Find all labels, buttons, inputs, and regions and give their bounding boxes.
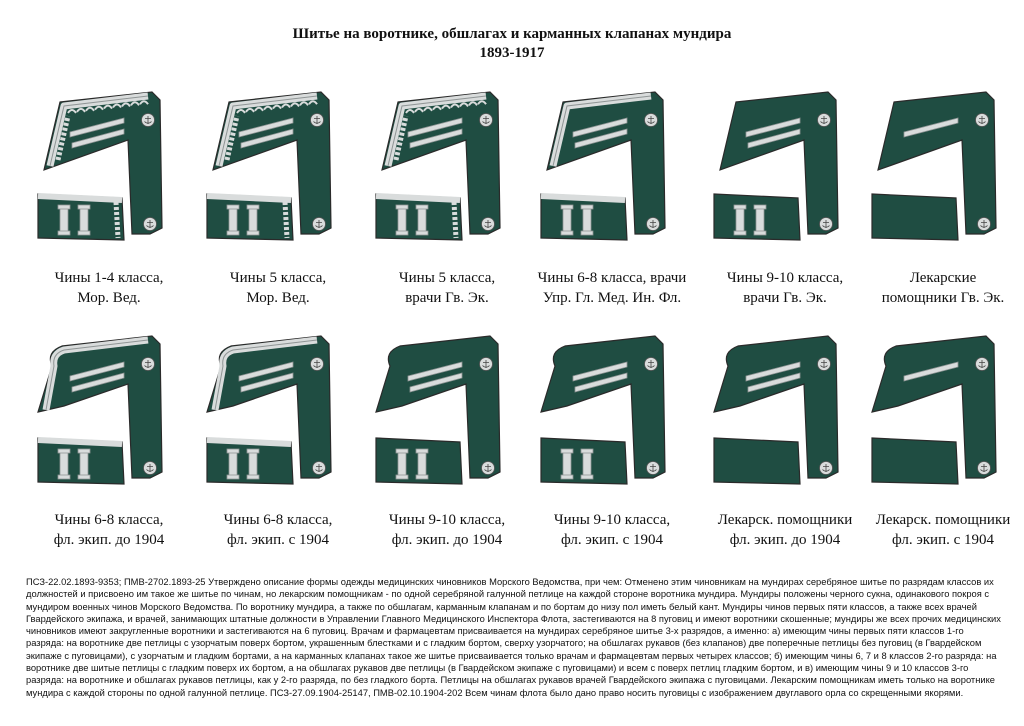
collar-cuff-drawing [362,332,512,504]
loop-cap [581,475,593,479]
loop-cap [78,475,90,479]
buttonhole-loop [78,205,90,235]
loop-cap [416,475,428,479]
anchor-button-icon [480,358,493,371]
anchor-button-icon [144,462,157,475]
anchor-button-icon [313,218,326,231]
buttonhole-loop [247,205,259,235]
anchor-button-icon [647,462,660,475]
caption: Чины 6-8 класса, фл. экип. с 1904 [223,512,333,548]
loop-cap [247,449,259,453]
caption: Чины 6-8 класса, фл. экип. до 1904 [53,512,165,548]
collar-cuff-drawing [700,88,850,260]
page-subtitle-years: 1893-1917 [479,45,545,61]
loop-cap [78,205,90,209]
buttonhole-loop [396,449,408,479]
caption: Чины 9-10 класса, фл. экип. до 1904 [388,512,506,548]
loop-cap [396,475,408,479]
anchor-button-icon [818,358,831,371]
caption: Лекарск. помощники фл. экип. до 1904 [717,512,853,548]
loop-cap [581,205,593,209]
loop-cap [754,231,766,235]
anchor-button-icon [144,218,157,231]
caption: Лекарск. помощники фл. экип. с 1904 [875,512,1011,548]
caption: Чины 5 класса, Мор. Вед. [229,270,327,306]
cuff-border [541,196,625,200]
anchor-button-icon [820,462,833,475]
anchor-button-icon [311,358,324,371]
anchor-button-icon [142,358,155,371]
loop-cap [78,231,90,235]
buttonhole-loop [581,205,593,235]
loop-body [60,208,68,232]
loop-body [563,452,571,476]
loop-cap [561,475,573,479]
caption: Чины 5 класса, врачи Гв. Эк. [398,270,496,306]
anchor-button-icon [480,114,493,127]
loop-cap [58,449,70,453]
loop-cap [561,231,573,235]
loop-body [418,208,426,232]
buttonhole-loop [416,205,428,235]
cuff-border [207,196,291,200]
collar-cuff-drawing [858,332,1008,504]
loop-cap [734,205,746,209]
caption: Чины 9-10 класса, фл. экип. с 1904 [553,512,671,548]
anchor-button-icon [645,114,658,127]
buttonhole-loop [227,205,239,235]
caption: Чины 1-4 класса, Мор. Вед. [54,270,164,306]
anchor-button-icon [313,462,326,475]
loop-body [583,452,591,476]
anchor-button-icon [818,114,831,127]
collar-cuff-drawing [24,88,174,260]
collar-cuff-drawing [858,88,1008,260]
anchor-button-icon [978,462,991,475]
buttonhole-loop [754,205,766,235]
caption: Чины 6-8 класса, врачи Упр. Гл. Мед. Ин. Фл. [537,270,687,306]
cuff-border [207,440,291,444]
buttonhole-loop [561,449,573,479]
collar-cuff-drawing [362,88,512,260]
loop-body [418,452,426,476]
cuff-border [38,440,122,444]
loop-cap [396,231,408,235]
loop-cap [416,449,428,453]
loop-body [229,452,237,476]
cuff-cloth [714,438,800,484]
collar-cuff-drawing [24,332,174,504]
loop-cap [227,205,239,209]
cuff-cloth [872,438,958,484]
loop-body [563,208,571,232]
buttonhole-loop [561,205,573,235]
page-title: Шитье на воротнике, обшлагах и карманных клапанах мундира [292,26,732,42]
anchor-button-icon [976,358,989,371]
loop-cap [58,475,70,479]
loop-body [80,208,88,232]
loop-cap [754,205,766,209]
buttonhole-loop [78,449,90,479]
anchor-button-icon [976,114,989,127]
anchor-button-icon [820,218,833,231]
footnote-text: ПСЗ-22.02.1893-9353; ПМВ-2702.1893-25 Утверждено описание формы одежды медицинских чиновников Морского Ведомства, при чем: Отменено этим чиновникам на мундирах серебряное шитье по разрядам классов их должностей и присвоено им такое же шитье по чинам, но лекарским помощникам - по одной серебряной галунной петлице на каждой стороне воротника мундира. Мундиры положены черного сукна, одинакового покроя с мундиром военных чинов Морского Ведомства. По воротнику мундира, а также по обшлагам, карманным клапанам и по бортам до низу пол иметь белый кант. Мундиры чинов первых пяти классов, а также всех врачей Гвардейского экипажа, и врачей, занимающих штатные должности в Управлении Главного Медицинского Инспектора Флота, застегиваются на 8 пуговиц и имеют воротники скошенные; мундиры же всех прочих медицинских чиновников имеют закругленные воротники и застегиваются на 6 пуговиц. Врачам и фармацевтам присваивается на мундирах серебряное шитье 3-х разрядов, а именно: а) имеющим чины первых пяти классов 1-го разряда: на воротнике две петлицы с узорчатым поверх бортом, украшенным блестками и с гладким бортом, сверху узорчатого; на обшлагах рукавов (без клапанов) две поперечные петлицы без пуговиц (в Гвардейском экипаже с пуговицами), с узорчатым и гладким бортами, а на карманных клапанах такое же шитье присваивается только врачам и фармацевтам первых четырех классов; б) имеющим чины 6, 7 и 8 классов 2-го разряда: на воротнике две шитые петлицы с гладким поверх их бортом, а на обшлагах рукавов две петлицы (в Гвардейском экипаже с пуговицами) и всем с поверх петлиц гладким бортом, и в) имеющим чины 9 и 10 классов 3-го разряда: на воротнике и обшлагах рукавов петлицы, как у 2-го разряда, по без гладкого борта. Петлицы на обшлагах рукавов врачей Гвардейского экипажа с пуговицами. Лекарским помощникам иметь только на воротнике мундира с каждой стороны по одной галунной петлице. ПСЗ-27.09.1904-25147, ПМВ-02.10.1904-202 Всем чинам флота было дано право носить пуговицы с изображением двуглавого орла со скрещенными якорями. [26,577,1001,698]
loop-cap [416,231,428,235]
buttonhole-loop [247,449,259,479]
buttonhole-loop [581,449,593,479]
loop-cap [78,449,90,453]
loop-body [60,452,68,476]
loop-cap [396,205,408,209]
loop-cap [581,231,593,235]
anchor-button-icon [978,218,991,231]
loop-body [583,208,591,232]
loop-cap [247,475,259,479]
collar-cuff-drawing [193,332,343,504]
anchor-button-icon [142,114,155,127]
loop-body [80,452,88,476]
anchor-button-icon [311,114,324,127]
anchor-button-icon [482,218,495,231]
loop-cap [396,449,408,453]
loop-cap [58,205,70,209]
loop-cap [734,231,746,235]
caption: Лекарские помощники Гв. Эк. [881,270,1005,306]
buttonhole-loop [58,205,70,235]
loop-body [756,208,764,232]
loop-cap [247,231,259,235]
buttonhole-loop [58,449,70,479]
loop-cap [561,205,573,209]
loop-cap [227,231,239,235]
loop-cap [247,205,259,209]
loop-body [229,208,237,232]
anchor-button-icon [647,218,660,231]
caption: Чины 9-10 класса, врачи Гв. Эк. [726,270,844,306]
loop-cap [227,449,239,453]
cuff-cloth [872,194,958,240]
loop-body [398,452,406,476]
loop-body [736,208,744,232]
anchor-button-icon [645,358,658,371]
anchor-button-icon [482,462,495,475]
cuff-border [38,196,122,200]
buttonhole-loop [227,449,239,479]
loop-cap [58,231,70,235]
loop-cap [581,449,593,453]
loop-body [249,452,257,476]
buttonhole-loop [416,449,428,479]
buttonhole-loop [396,205,408,235]
loop-cap [227,475,239,479]
collar-cuff-drawing [527,88,677,260]
cuff-border [376,196,460,200]
collar-cuff-drawing [527,332,677,504]
loop-cap [416,205,428,209]
loop-cap [561,449,573,453]
buttonhole-loop [734,205,746,235]
collar-cuff-drawing [193,88,343,260]
loop-body [249,208,257,232]
collar-cuff-drawing [700,332,850,504]
loop-body [398,208,406,232]
